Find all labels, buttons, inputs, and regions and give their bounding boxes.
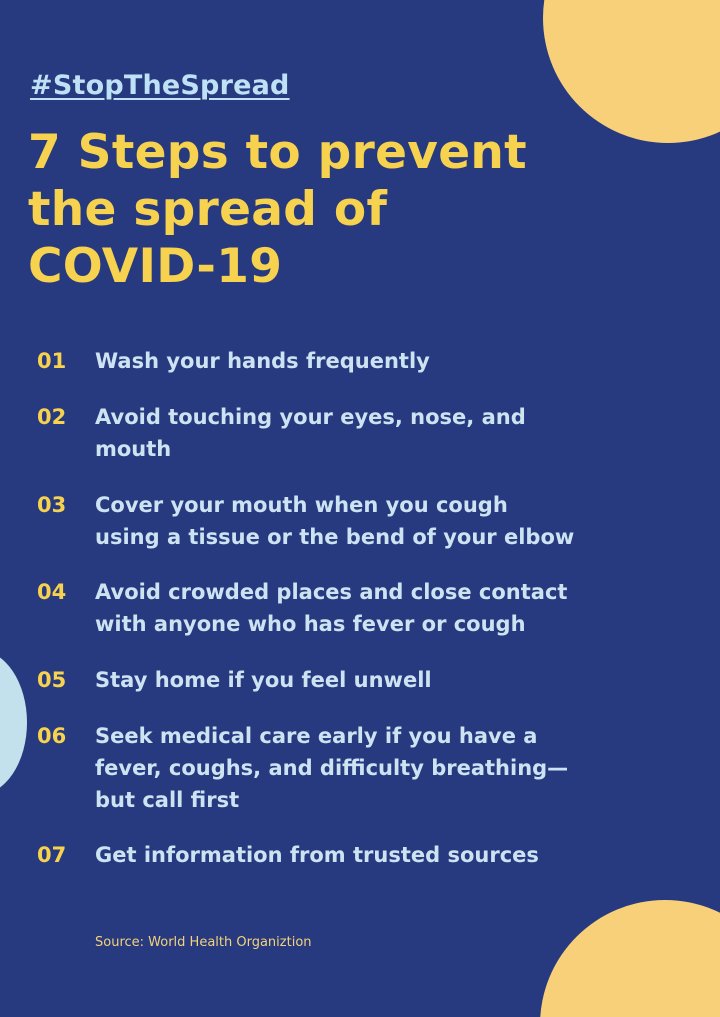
step-number: 03 (37, 493, 67, 517)
decorative-circle-left (0, 650, 27, 795)
decorative-circle-bottom-right (540, 900, 720, 1017)
step-text: Avoid crowded places and close contact with anyone who has fever or cough (95, 580, 568, 636)
step-text: Avoid touching your eyes, nose, and mouth (95, 405, 526, 461)
hashtag-link[interactable]: #StopTheSpread (30, 70, 290, 101)
step-text: Stay home if you feel unwell (95, 668, 432, 692)
step-text: Wash your hands frequently (95, 349, 430, 373)
step-number: 05 (37, 668, 67, 692)
step-number: 07 (37, 843, 67, 867)
step-number: 06 (37, 724, 67, 748)
decorative-circle-top-right (543, 0, 720, 143)
source-credit: Source: World Health Organiztion (95, 935, 312, 950)
step-text: Seek medical care early if you have a fever, coughs, and difficulty breathing—but call first (95, 724, 569, 812)
step-text: Get information from trusted sources (95, 843, 539, 867)
step-text: Cover your mouth when you cough using a tissue or the bend of your elbow (95, 493, 575, 549)
page-title: 7 Steps to prevent the spread of COVID-19 (28, 125, 527, 294)
step-number: 01 (37, 349, 67, 373)
step-number: 04 (37, 580, 67, 604)
step-number: 02 (37, 405, 67, 429)
